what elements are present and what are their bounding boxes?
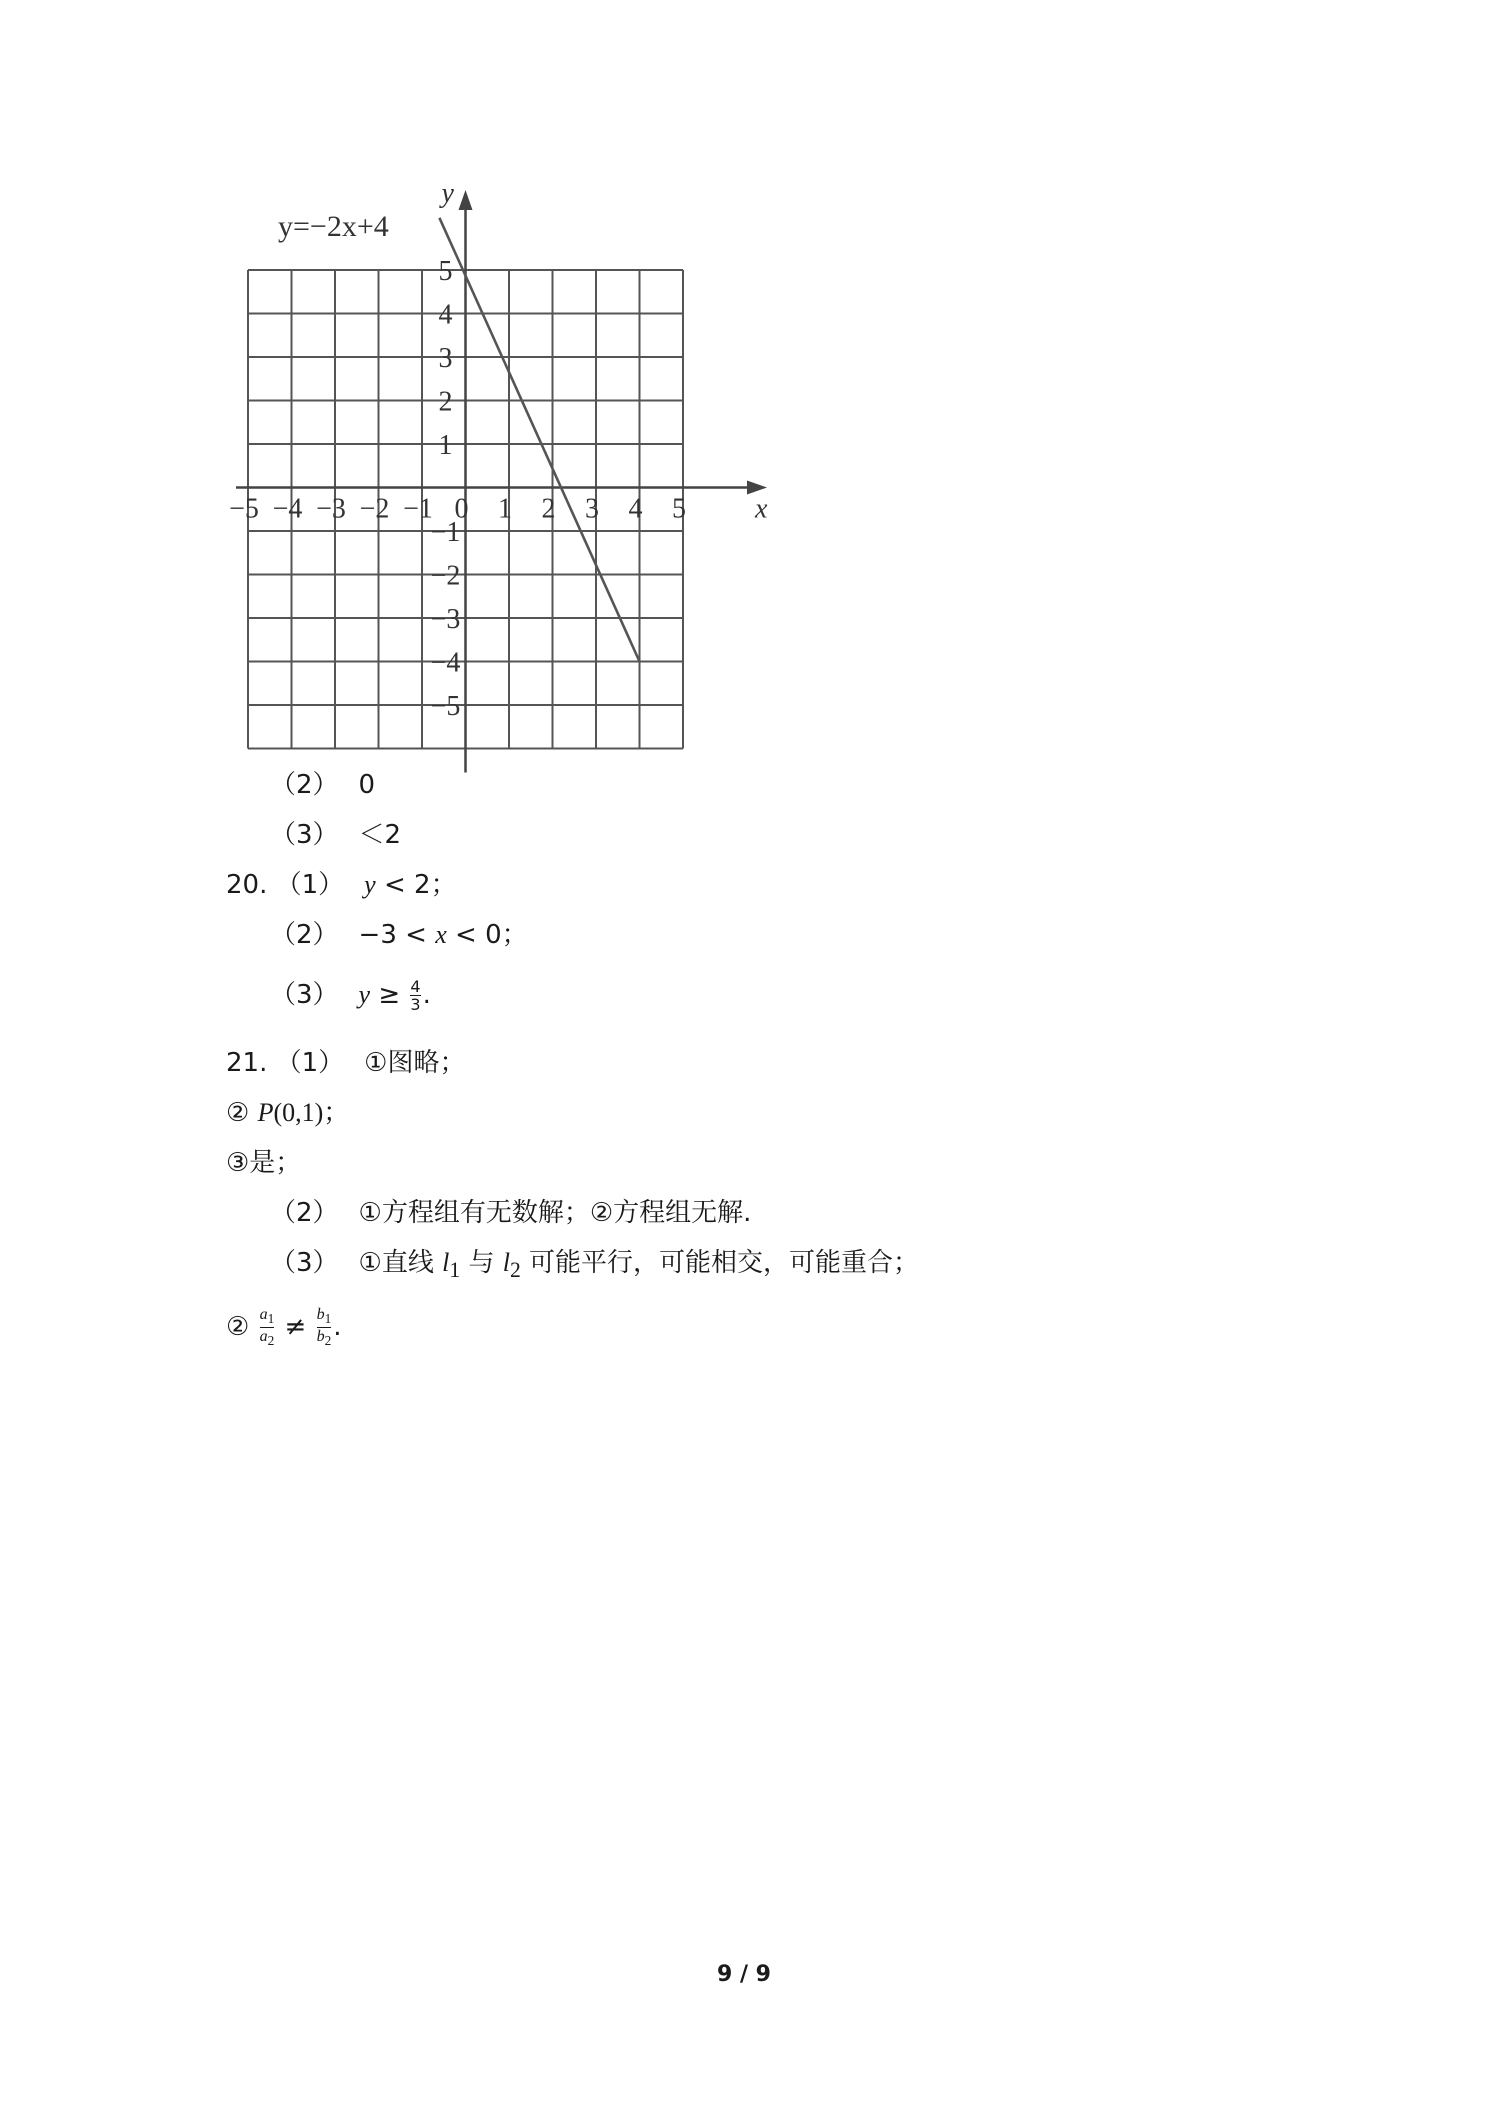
x-tick-label: 0 (454, 493, 469, 525)
linear-function-graph (228, 178, 788, 756)
fraction-b: $\frac{b_1}{b_2}$ (316, 1306, 332, 1349)
answer-20-3: （3） y ≥ $\frac{4}{3}$ . (270, 977, 431, 1014)
x-tick-label: 4 (628, 493, 643, 525)
y-tick-label: 4 (438, 299, 453, 331)
x-axis-arrow (747, 481, 767, 495)
x-tick-label: −1 (403, 493, 433, 525)
x-tick-label: −2 (359, 493, 390, 525)
answer-21-1c: ③是； (226, 1148, 302, 1178)
answer-21-2: （2） ①方程组有无数解；②方程组无解. (270, 1198, 752, 1228)
fraction: $\frac{4}{3}$ (410, 977, 421, 1014)
x-tick-label: 2 (541, 493, 556, 525)
fraction-a: $\frac{a_1}{a_2}$ (259, 1306, 275, 1349)
answer-21-1b: ② P(0,1)； (226, 1098, 350, 1128)
x-tick-label: 5 (672, 493, 686, 525)
y-tick-label: −3 (430, 604, 461, 635)
page-number: 9 / 9 (717, 1962, 771, 1987)
answer-21-1: 21. （1） ①图略； (226, 1048, 466, 1078)
y-axis-arrow (459, 190, 473, 210)
y-tick-label: 2 (438, 386, 453, 418)
y-axis-label: y (441, 178, 454, 209)
x-tick-label: 1 (498, 493, 512, 525)
y-tick-label: 5 (438, 256, 453, 287)
function-line (439, 218, 639, 662)
function-annotation: y=−2x+4 (278, 210, 389, 243)
x-tick-label: 3 (585, 493, 599, 525)
answer-20-1: 20. （1） y < 2； (226, 870, 457, 900)
y-tick-label: −1 (430, 517, 461, 548)
x-tick-label: −5 (229, 493, 259, 525)
x-tick-label: −3 (316, 493, 346, 525)
axes (236, 190, 767, 773)
y-tick-label: −5 (430, 691, 461, 722)
x-tick-label: −4 (272, 493, 303, 525)
x-axis-label: x (755, 493, 768, 525)
y-tick-label: 1 (438, 430, 453, 461)
series (439, 218, 639, 662)
y-tick-label: 3 (438, 343, 453, 374)
y-tick-label: −2 (430, 560, 461, 592)
answer-21-3b: ② $\frac{a_1}{a_2}$ ≠ $\frac{b_1}{b_2}$ . (226, 1306, 342, 1349)
answer-20-2: （2） −3 < x < 0； (270, 920, 528, 950)
tick-labels (229, 256, 686, 722)
answer-19-3: （3） ＜2 (270, 820, 402, 850)
y-tick-label: −4 (430, 647, 461, 679)
answer-21-3: （3） ①直线 $l_1$ 与 $l_2$ 可能平行，可能相交，可能重合； (270, 1248, 920, 1283)
answer-19-2: （2） 0 (270, 770, 376, 800)
